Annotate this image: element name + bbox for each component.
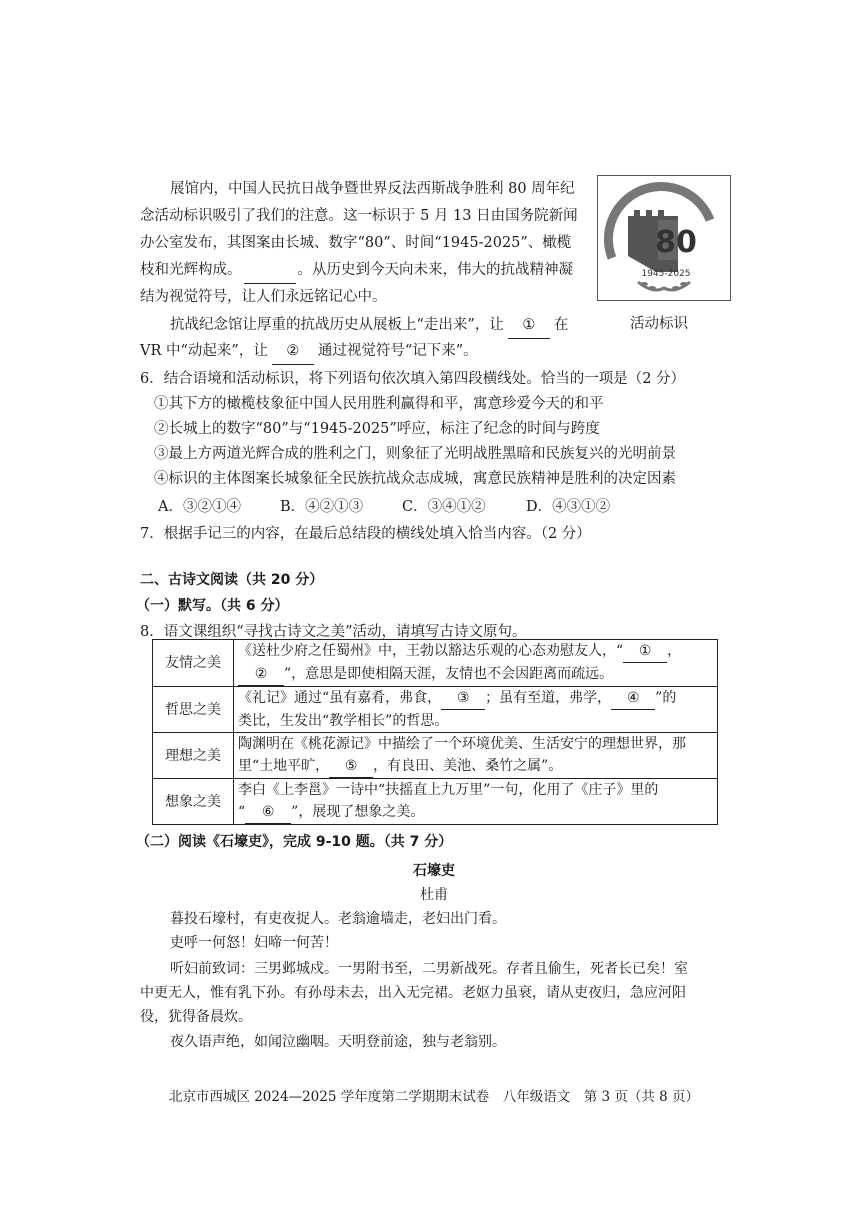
q6-item-2: ②长城上的数字“80”与“1945-2025”呼应，标注了纪念的时间与跨度 xyxy=(154,421,600,437)
passage-line-1: 展馆内，中国人民抗日战争暨世界反法西斯战争胜利 80 周年纪 xyxy=(170,181,575,197)
table-row xyxy=(153,733,718,779)
page-footer: 北京市西城区 2024—2025 学年度第二学期期末试卷 八年级语文 第 3 页（共 8 页） xyxy=(168,1089,700,1105)
blank-1[interactable]: ① xyxy=(623,640,667,663)
q6-item-3: ③最上方两道光辉合成的胜利之门，则象征了光明战胜黑暗和民族复兴的光明前景 xyxy=(154,446,676,462)
row-text: ， xyxy=(667,643,682,659)
p2-text-b: 在 xyxy=(553,317,569,333)
q6-item-1: ①其下方的橄榄枝象征中国人民用胜利赢得和平，寓意珍爱今天的和平 xyxy=(154,396,604,412)
row-content xyxy=(234,687,718,733)
poem-line-5: 役，犹得备晨炊。 xyxy=(140,1009,252,1025)
poem-author: 杜甫 xyxy=(420,887,448,903)
activity-logo-frame xyxy=(597,175,731,301)
passage-line-4 xyxy=(140,257,573,284)
section-2-sub-1: （一）默写。（共 6 分） xyxy=(136,598,289,614)
p2-text-a: 抗战纪念馆让厚重的抗战历史从展板上“走出来”，让 xyxy=(170,317,504,333)
passage-p2-line-1 xyxy=(170,312,568,339)
blank-3[interactable]: ③ xyxy=(441,687,485,710)
answer-blank[interactable] xyxy=(244,257,296,284)
row-key: 理想之美 xyxy=(153,733,234,779)
row-text: ”，意思是即使相隔天涯，友情也不会因距离而疏远。 xyxy=(284,666,614,682)
row-text: 类比，生发出“教学相长”的哲思。 xyxy=(238,713,449,729)
q6-option-a[interactable]: A．③②①④ xyxy=(158,499,241,515)
row-text: ”，展现了想象之美。 xyxy=(291,804,425,820)
table-row xyxy=(153,640,718,687)
blank-2[interactable]: ② xyxy=(238,663,284,686)
row-key: 友情之美 xyxy=(153,640,234,687)
logo-caption: 活动标识 xyxy=(630,316,688,332)
q7-stem: 7．根据手记三的内容，在最后总结段的横线处填入恰当内容。（2 分） xyxy=(140,526,591,542)
row-text: “ xyxy=(238,804,246,820)
passage-p2-line-2 xyxy=(140,338,478,365)
blank-5[interactable]: ⑤ xyxy=(329,755,373,778)
blank-2[interactable]: ② xyxy=(272,338,314,365)
row-content xyxy=(234,779,718,825)
great-wall-logo xyxy=(598,176,730,300)
q6-option-c[interactable]: C．③④①② xyxy=(402,499,486,515)
passage-line-3: 办公室发布，其图案由长城、数字“80”、时间“1945-2025”、橄榄 xyxy=(140,235,572,251)
passage-line-4a: 枝和光辉构成。 xyxy=(140,262,242,278)
poem-line-3: 听妇前致词：三男邺城戍。一男附书至，二男新战死。存者且偷生，死者长已矣！室 xyxy=(170,961,688,977)
poem-line-6: 夜久语声绝，如闻泣幽咽。天明登前途，独与老翁别。 xyxy=(170,1034,506,1050)
row-text: ；虽有至道，弗学， xyxy=(485,690,612,706)
row-key: 哲思之美 xyxy=(153,687,234,733)
row-text: 里“土地平旷， xyxy=(238,758,330,774)
row-text: ”的 xyxy=(655,690,677,706)
q6-option-d[interactable]: D．④③①② xyxy=(526,499,611,515)
row-key: 想象之美 xyxy=(153,779,234,825)
logo-years: 1945-2025 xyxy=(641,269,691,279)
row-content xyxy=(234,640,718,687)
passage-line-4b: 。从历史到今天向未来，伟大的抗战精神凝 xyxy=(297,262,573,278)
q6-item-4: ④标识的主体图案长城象征全民族抗战众志成城，寓意民族精神是胜利的决定因素 xyxy=(154,471,676,487)
passage-line-2: 念活动标识吸引了我们的注意。这一标识于 5 月 13 日由国务院新闻 xyxy=(140,208,578,224)
section-2-sub-2: （二）阅读《石壕吏》，完成 9-10 题。（共 7 分） xyxy=(136,834,453,850)
logo-number: 80 xyxy=(655,225,697,260)
p2-text-c: VR 中“动起来”，让 xyxy=(140,343,268,359)
poem-line-4: 中更无人，惟有乳下孙。有孙母未去，出入无完裙。老妪力虽衰，请从吏夜归，急应河阳 xyxy=(140,985,686,1001)
p2-text-d: 通过视觉符号“记下来”。 xyxy=(317,343,478,359)
q8-stem: 8．语文课组织“寻找古诗文之美”活动，请填写古诗文原句。 xyxy=(140,624,527,640)
passage-line-5: 结为视觉符号，让人们永远铭记心中。 xyxy=(140,289,387,305)
row-content xyxy=(234,733,718,779)
row-text: 陶渊明在《桃花源记》中描绘了一个环境优美、生活安宁的理想世界，那 xyxy=(238,736,686,752)
row-text: ，有良田、美池、桑竹之属”。 xyxy=(373,758,563,774)
poem-title: 石壕吏 xyxy=(413,863,455,879)
table-row xyxy=(153,779,718,825)
q6-option-b[interactable]: B．④②①③ xyxy=(280,499,364,515)
blank-4[interactable]: ④ xyxy=(611,687,655,710)
row-text: 李白《上李邕》一诗中“扶摇直上九万里”一句，化用了《庄子》里的 xyxy=(238,782,659,798)
blank-6[interactable]: ⑥ xyxy=(245,801,291,824)
poem-line-2: 吏呼一何怒！妇啼一何苦！ xyxy=(170,935,338,951)
q6-stem: 6．结合语境和活动标识，将下列语句依次填入第四段横线处。恰当的一项是（2 分） xyxy=(140,371,686,387)
row-text: 《礼记》通过“虽有嘉肴，弗食， xyxy=(238,690,442,706)
section-2-title: 二、古诗文阅读（共 20 分） xyxy=(140,572,324,588)
blank-1[interactable]: ① xyxy=(508,312,550,339)
table-row xyxy=(153,687,718,733)
poem-line-1: 暮投石壕村，有吏夜捉人。老翁逾墙走，老妇出门看。 xyxy=(170,911,506,927)
q8-table xyxy=(152,639,718,825)
row-text: 《送杜少府之任蜀州》中，王勃以豁达乐观的心态劝慰友人，“ xyxy=(238,643,624,659)
